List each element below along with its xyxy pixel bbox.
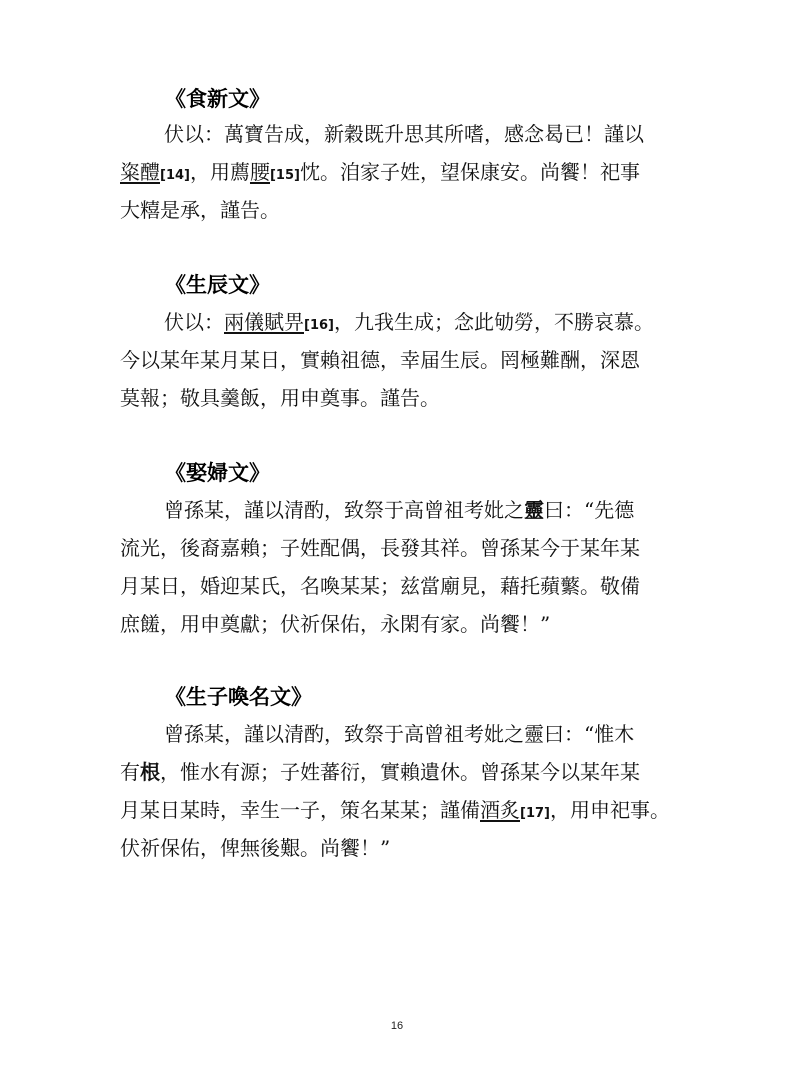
- footnote-ref[interactable]: [14]: [160, 168, 190, 183]
- annotated-term: 腰: [249, 160, 270, 184]
- paragraph-line: 伏以：萬寶告成，新穀既升思其所嗜，感念曷已！謹以: [164, 122, 644, 146]
- section-title-qufu: 《娶婦文》: [165, 461, 270, 485]
- paragraph-line: 曾孫某，謹以清酌，致祭于高曾祖考妣之靈曰：“惟木: [164, 722, 635, 746]
- paragraph-line: 大糦是承，謹告。: [120, 198, 280, 222]
- paragraph-line: 伏祈保佑，俾無後艱。尚饗！”: [120, 836, 391, 860]
- paragraph-line: 伏以：兩儀賦畀[16]，九我生成；念此劬勞，不勝哀慕。: [164, 310, 654, 334]
- paragraph-line: 庶饈，用申奠獻；伏祈保佑，永閑有家。尚饗！”: [120, 612, 551, 636]
- annotated-term: 兩儀賦畀: [224, 310, 304, 334]
- paragraph-line: 曾孫某，謹以清酌，致祭于高曾祖考妣之靈曰：“先德: [164, 498, 635, 522]
- footnote-ref[interactable]: [15]: [269, 168, 300, 183]
- footnote-ref[interactable]: [16]: [304, 318, 334, 333]
- annotated-term: 酒炙: [480, 798, 520, 822]
- paragraph-line: 粢醴[14]，用薦腰[15]忱。洎家子姓，望保康安。尚饗！祀事: [120, 160, 640, 184]
- section-title-shengzi: 《生子喚名文》: [165, 685, 312, 709]
- page-number: 16: [390, 1020, 404, 1032]
- section-title-shengchen: 《生辰文》: [165, 273, 270, 297]
- paragraph-line: 月某日，婚迎某氏，名喚某某；兹當廟見，藉托蘋蘩。敬備: [120, 574, 640, 598]
- section-title-shixin: 《食新文》: [165, 87, 270, 111]
- paragraph-line: 月某日某時，幸生一子，策名某某；謹備酒炙[17]，用申祀事。: [120, 798, 670, 822]
- footnote-ref[interactable]: [17]: [520, 806, 550, 821]
- paragraph-line: 今以某年某月某日，實賴祖德，幸届生辰。罔極難酬，深恩: [120, 348, 640, 372]
- paragraph-line: 流光，後裔嘉賴；子姓配偶，長發其祥。曾孫某今于某年某: [120, 536, 640, 560]
- annotated-term: 粢醴: [120, 160, 160, 184]
- paragraph-line: 有根，惟水有源；子姓蕃衍，實賴遺休。曾孫某今以某年某: [120, 760, 640, 784]
- paragraph-line: 莫報；敬具羹飯，用申奠事。謹告。: [120, 386, 440, 410]
